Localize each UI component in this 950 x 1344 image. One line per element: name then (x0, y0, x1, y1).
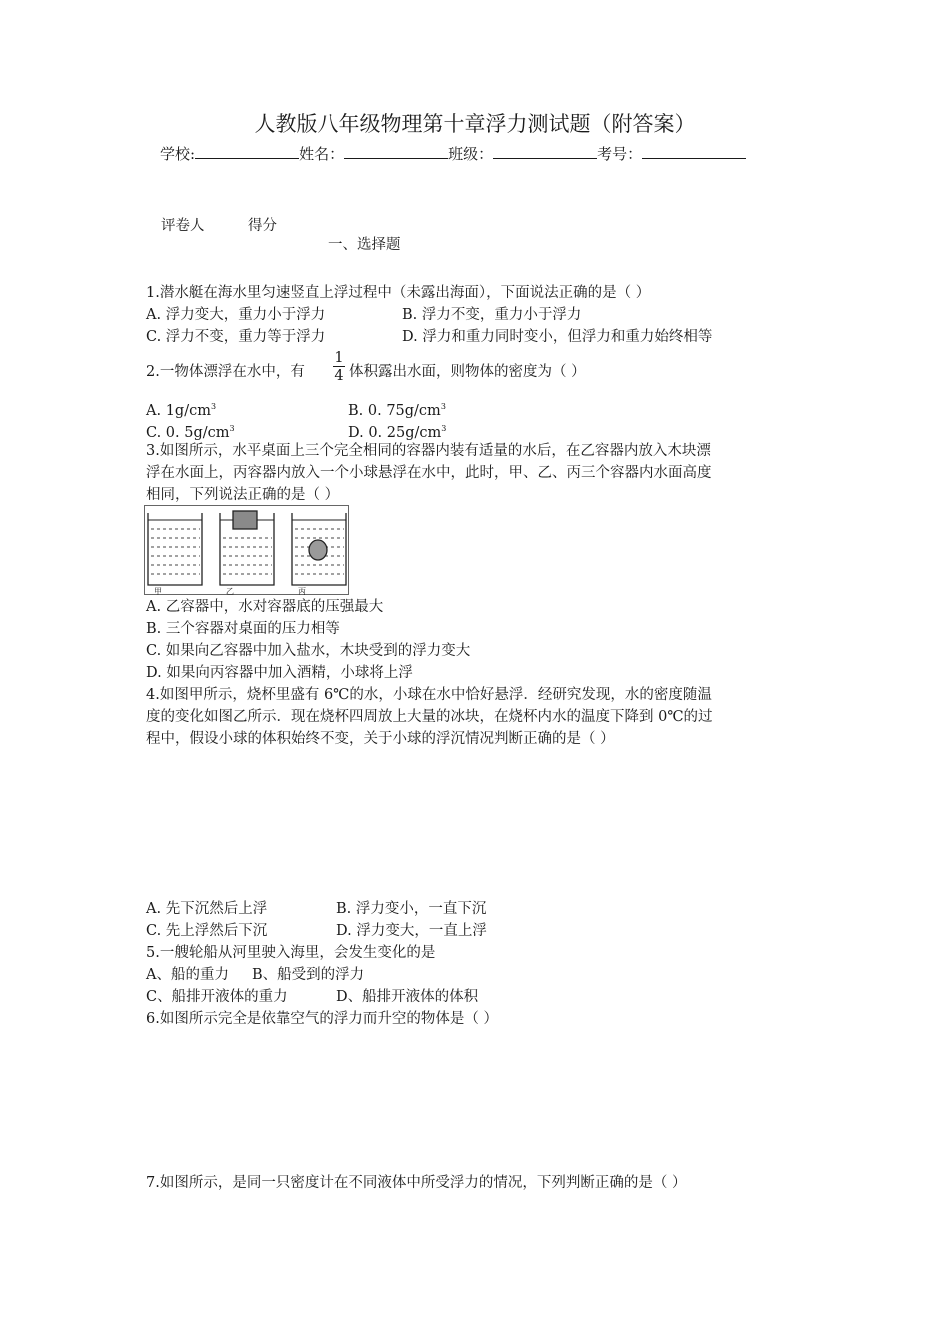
class-blank[interactable] (493, 144, 597, 159)
q5-option-a: A、船的重力 (146, 967, 229, 983)
q3-option-b: B. 三个容器对桌面的压力相等 (146, 621, 340, 637)
reviewer-label: 评卷人 (161, 218, 205, 234)
q1-option-c: C. 浮力不变，重力等于浮力 (146, 329, 326, 345)
q4-option-c: C. 先上浮然后下沉 (146, 923, 268, 939)
q2-option-c-text: C. 0. 5g/cm (146, 425, 230, 441)
q2-stem-post: 体积露出水面，则物体的密度为（ ） (349, 364, 586, 380)
q5-option-b: B、船受到的浮力 (252, 967, 365, 983)
q1-stem: 1.潜水艇在海水里匀速竖直上浮过程中（未露出海面），下面说法正确的是（ ） (146, 285, 651, 301)
section-heading: 一、选择题 (328, 237, 401, 253)
q4-option-a: A. 先下沉然后上浮 (146, 901, 268, 917)
q2-option-c-exp: 3 (229, 424, 235, 433)
q2-option-b-exp: 3 (440, 402, 446, 411)
q5-option-d: D、船排开液体的体积 (336, 989, 479, 1005)
fraction-one-quarter (333, 349, 345, 384)
exam-no-blank[interactable] (642, 144, 746, 159)
name-label: 姓名： (299, 145, 345, 163)
q2-option-b (348, 398, 446, 420)
q6-stem: 6.如图所示完全是依靠空气的浮力而升空的物体是（ ） (146, 1011, 498, 1027)
exam-no-label: 考号： (597, 145, 643, 163)
q2-option-d-text: D. 0. 25g/cm (348, 425, 442, 441)
class-label: 班级： (448, 145, 494, 163)
q3-containers-figure (144, 505, 349, 595)
school-blank[interactable] (195, 144, 299, 159)
school-label: 学校: (160, 145, 196, 163)
q2-option-d-exp: 3 (441, 424, 447, 433)
q2-option-a (146, 398, 216, 420)
label-bing: 丙 (298, 587, 306, 595)
q1-option-b: B. 浮力不变，重力小于浮力 (402, 307, 582, 323)
q4-option-d: D. 浮力变大，一直上浮 (336, 923, 487, 939)
container-jia (148, 513, 202, 585)
q4-stem-line2: 度的变化如图乙所示．现在烧杯四周放上大量的冰块，在烧杯内水的温度下降到 0℃的过 (146, 709, 713, 725)
q4-stem-line1: 4.如图甲所示，烧杯里盛有 6℃的水，小球在水中恰好悬浮．经研究发现，水的密度随温 (146, 687, 712, 703)
q2-option-b-text: B. 0. 75g/cm (348, 403, 441, 419)
q4-option-b: B. 浮力变小，一直下沉 (336, 901, 487, 917)
q2-stem-pre: 2.一物体漂浮在水中，有 (146, 364, 305, 380)
name-blank[interactable] (344, 144, 448, 159)
q4-stem-line3: 程中，假设小球的体积始终不变，关于小球的浮沉情况判断正确的是（ ） (146, 731, 615, 747)
q2-option-d (348, 420, 446, 442)
small-ball (309, 540, 327, 560)
label-jia: 甲 (154, 587, 162, 595)
q3-stem-line2: 浮在水面上，丙容器内放入一个小球悬浮在水中，此时，甲、乙、丙三个容器内水面高度 (146, 465, 712, 481)
fraction-numerator: 1 (334, 350, 344, 366)
q3-stem-line1: 3.如图所示，水平桌面上三个完全相同的容器内装有适量的水后，在乙容器内放入木块漂 (146, 443, 711, 459)
container-yi (220, 511, 274, 585)
q2-option-c (146, 420, 235, 442)
q3-option-c: C. 如果向乙容器中加入盐水，木块受到的浮力变大 (146, 643, 471, 659)
student-info-line (160, 144, 746, 164)
wood-block (233, 511, 257, 529)
q1-option-a: A. 浮力变大，重力小于浮力 (146, 307, 326, 323)
score-label: 得分 (248, 218, 277, 234)
fraction-denominator: 4 (334, 368, 344, 384)
q5-stem: 5.一艘轮船从河里驶入海里，会发生变化的是 (146, 945, 436, 961)
q2-option-a-text: A. 1g/cm (146, 403, 211, 419)
q2-option-a-exp: 3 (210, 402, 217, 411)
q7-stem: 7.如图所示，是同一只密度计在不同液体中所受浮力的情况，下列判断正确的是（ ） (146, 1175, 687, 1191)
label-yi: 乙 (226, 587, 234, 595)
page-title: 人教版八年级物理第十章浮力测试题（附答案） (254, 112, 696, 136)
q3-option-a: A. 乙容器中，水对容器底的压强最大 (146, 599, 384, 615)
q3-stem-line3: 相同，下列说法正确的是（ ） (146, 487, 340, 503)
container-bing (292, 513, 346, 585)
q3-option-d: D. 如果向丙容器中加入酒精，小球将上浮 (146, 665, 413, 681)
q1-option-d: D. 浮力和重力同时变小，但浮力和重力始终相等 (402, 329, 713, 345)
q5-option-c: C、船排开液体的重力 (146, 989, 288, 1005)
